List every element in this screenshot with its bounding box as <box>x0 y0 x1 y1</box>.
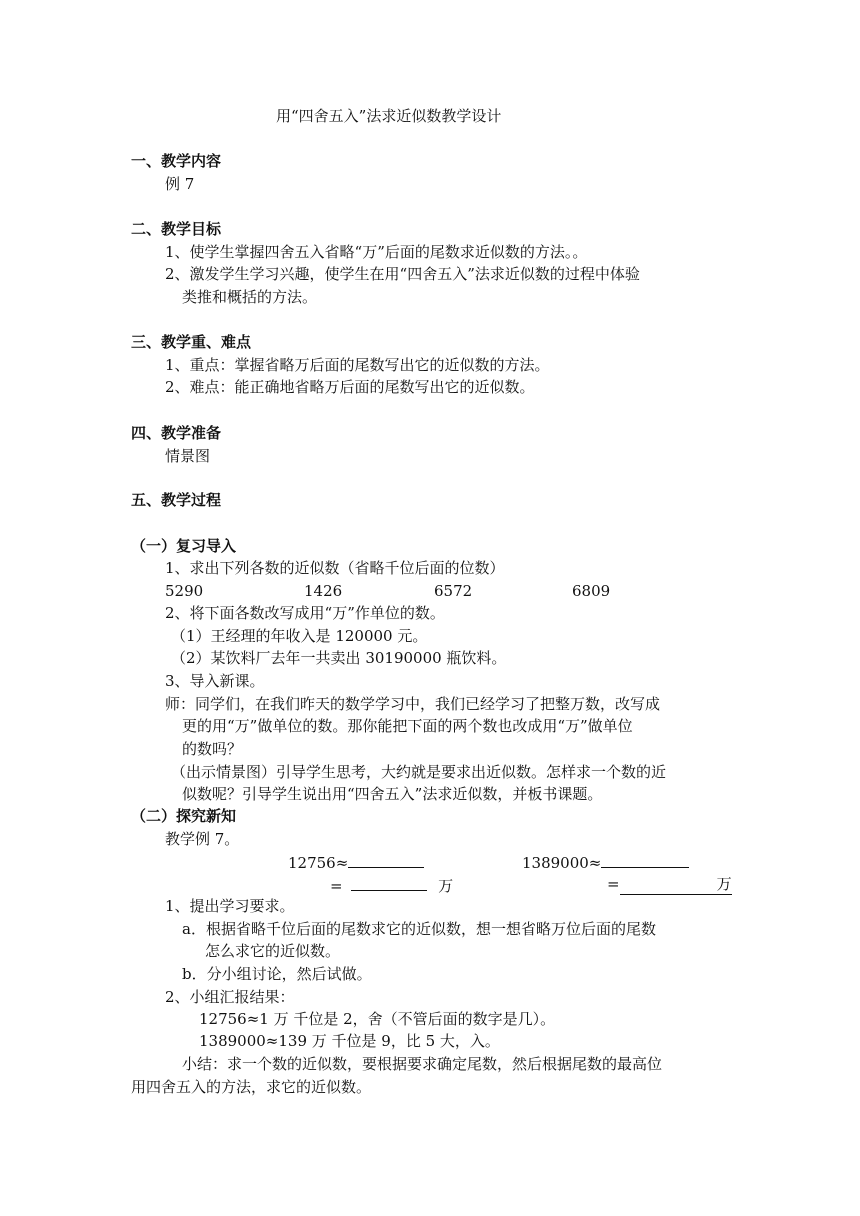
part-1-heading: （一）复习导入 <box>131 537 237 555</box>
equation-1 <box>288 851 424 873</box>
equation-1-blank <box>348 851 424 868</box>
review-number-4: 6809 <box>572 582 611 600</box>
teacher-line-3: 的数吗？ <box>182 740 243 758</box>
review-q3: 3、导入新课。 <box>165 672 265 690</box>
section-3-heading: 三、教学重、难点 <box>131 333 252 351</box>
requirements: 1、提出学习要求。 <box>165 897 295 915</box>
section-5-heading: 五、教学过程 <box>131 491 222 509</box>
teacher-line-1: 师：同学们，在我们昨天的数学学习中，我们已经学习了把整万数，改写成 <box>165 695 661 713</box>
review-number-1: 5290 <box>165 582 204 600</box>
review-q1: 1、求出下列各数的近似数（省略千位后面的位数） <box>165 559 505 577</box>
review-number-2: 1426 <box>304 582 343 600</box>
section-1-heading: 一、教学内容 <box>131 152 222 170</box>
goal-2: 2、激发学生学习兴趣，使学生在用“四舍五入”法求近似数的过程中体验 <box>165 265 640 283</box>
difficult-point: 2、难点：能正确地省略万后面的尾数写出它的近似数。 <box>165 378 535 396</box>
equation-1-unit: 万 <box>438 877 454 895</box>
requirement-b: b．分小组讨论，然后试做。 <box>182 965 372 983</box>
section-4-heading: 四、教学准备 <box>131 424 222 442</box>
guide-line-2: 似数呢？引导学生说出用“四舍五入”法求近似数，并板书课题。 <box>182 785 603 803</box>
summary-line-2: 用四舍五入的方法，求它的近似数。 <box>131 1078 372 1096</box>
equation-2-left: 1389000≈ <box>522 854 602 872</box>
document-title: 用“四舍五入”法求近似数教学设计 <box>276 107 502 125</box>
goal-1: 1、使学生掌握四舍五入省略“万”后面的尾数求近似数的方法。。 <box>165 243 588 261</box>
part-2-heading: （二）探究新知 <box>131 807 237 825</box>
equation-2 <box>522 851 689 873</box>
review-q2-1: （1）王经理的年收入是 120000 元。 <box>171 627 428 645</box>
section-2-heading: 二、教学目标 <box>131 220 222 238</box>
requirement-a: a．根据省略千位后面的尾数求它的近似数，想一想省略万位后面的尾数 <box>182 920 656 938</box>
result-1: 12756≈1 万 千位是 2，舍（不管后面的数字是几）。 <box>199 1010 556 1028</box>
review-q2: 2、将下面各数改写成用“万”作单位的数。 <box>165 604 445 622</box>
result-2: 1389000≈139 万 千位是 9，比 5 大，入。 <box>199 1032 500 1050</box>
equation-2-eq: = <box>607 875 620 893</box>
requirement-a-cont: 怎么求它的近似数。 <box>205 942 341 960</box>
review-q2-2: （2）某饮料厂去年一共卖出 30190000 瓶饮料。 <box>171 649 507 667</box>
teacher-line-2: 更的用“万”做单位的数。那你能把下面的两个数也改成用“万”做单位 <box>182 717 633 735</box>
equation-1-result-blank <box>351 874 427 891</box>
review-number-3: 6572 <box>434 582 473 600</box>
equation-1-eq: = <box>330 877 343 895</box>
key-point: 1、重点：掌握省略万后面的尾数写出它的近似数的方法。 <box>165 356 550 374</box>
equation-1-left: 12756≈ <box>288 854 349 872</box>
equation-2-result <box>607 874 732 895</box>
goal-2-cont: 类推和概括的方法。 <box>182 288 318 306</box>
equation-1-result <box>330 874 453 896</box>
section-1-body: 例 7 <box>165 175 195 193</box>
example-intro: 教学例 7。 <box>165 830 240 848</box>
guide-line-1: （出示情景图）引导学生思考，大约就是要求出近似数。怎样求一个数的近 <box>171 763 667 781</box>
section-4-body: 情景图 <box>165 447 211 465</box>
group-report: 2、小组汇报结果： <box>165 988 295 1006</box>
summary-line-1: 小结：求一个数的近似数，要根据要求确定尾数，然后根据尾数的最高位 <box>182 1055 663 1073</box>
equation-2-unit: 万 <box>620 874 732 895</box>
equation-2-blank <box>601 851 689 868</box>
